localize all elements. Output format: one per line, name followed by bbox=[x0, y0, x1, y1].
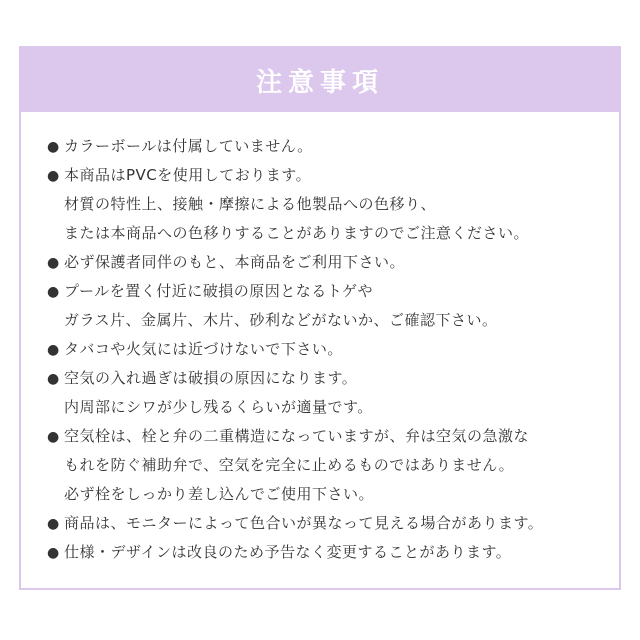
notice-item bbox=[47, 509, 617, 538]
bullet-icon: ● bbox=[47, 429, 60, 445]
notice-text: ガラス片、金属片、木片、砂利などがないか、ご確認下さい。 bbox=[64, 311, 498, 329]
bullet-icon: ● bbox=[47, 255, 60, 271]
notice-item bbox=[47, 161, 617, 190]
notice-item-continuation bbox=[47, 306, 617, 335]
bullet-icon: ● bbox=[47, 371, 60, 387]
notice-item-continuation bbox=[47, 219, 617, 248]
notice-item-continuation bbox=[47, 393, 617, 422]
notice-text: カラーボールは付属していません。 bbox=[64, 137, 313, 155]
notice-text: 必ず栓をしっかり差し込んでご使用下さい。 bbox=[64, 485, 375, 503]
notice-text: 仕様・デザインは改良のため予告なく変更することがあります。 bbox=[64, 543, 512, 561]
notice-item bbox=[47, 277, 617, 306]
notice-item bbox=[47, 248, 617, 277]
notice-text: または本商品への色移りすることがありますのでご注意ください。 bbox=[64, 224, 530, 242]
notice-text: 空気の入れ過ぎは破損の原因になります。 bbox=[64, 369, 358, 387]
notice-item-continuation bbox=[47, 480, 617, 509]
notice-panel bbox=[19, 46, 621, 590]
notice-item-continuation bbox=[47, 451, 617, 480]
notice-text: 必ず保護者同伴のもと、本商品をご利用下さい。 bbox=[64, 253, 406, 271]
notice-header bbox=[21, 48, 619, 112]
notice-item bbox=[47, 364, 617, 393]
notice-text: 空気栓は、栓と弁の二重構造になっていますが、弁は空気の急激な bbox=[64, 427, 530, 445]
bullet-icon: ● bbox=[47, 139, 60, 155]
bullet-icon: ● bbox=[47, 516, 60, 532]
notice-item bbox=[47, 422, 617, 451]
notice-item-continuation bbox=[47, 190, 617, 219]
notice-title: 注意事項 bbox=[255, 67, 384, 98]
bullet-icon: ● bbox=[47, 284, 60, 300]
notice-text: もれを防ぐ補助弁で、空気を完全に止めるものではありません。 bbox=[64, 456, 515, 474]
notice-item bbox=[47, 538, 617, 567]
bullet-icon: ● bbox=[47, 545, 60, 561]
notice-text: 本商品はPVCを使用しております。 bbox=[64, 166, 312, 184]
notice-item bbox=[47, 132, 617, 161]
notice-list bbox=[47, 132, 617, 567]
notice-text: 商品は、モニターによって色合いが異なって見える場合があります。 bbox=[64, 514, 544, 532]
notice-text: タバコや火気には近づけないで下さい。 bbox=[64, 340, 343, 358]
bullet-icon: ● bbox=[47, 168, 60, 184]
notice-text: 材質の特性上、接触・摩擦による他製品への色移り、 bbox=[64, 195, 437, 213]
notice-text: 内周部にシワが少し残るくらいが適量です。 bbox=[64, 398, 373, 416]
notice-item bbox=[47, 335, 617, 364]
notice-text: プールを置く付近に破損の原因となるトゲや bbox=[64, 282, 373, 300]
bullet-icon: ● bbox=[47, 342, 60, 358]
